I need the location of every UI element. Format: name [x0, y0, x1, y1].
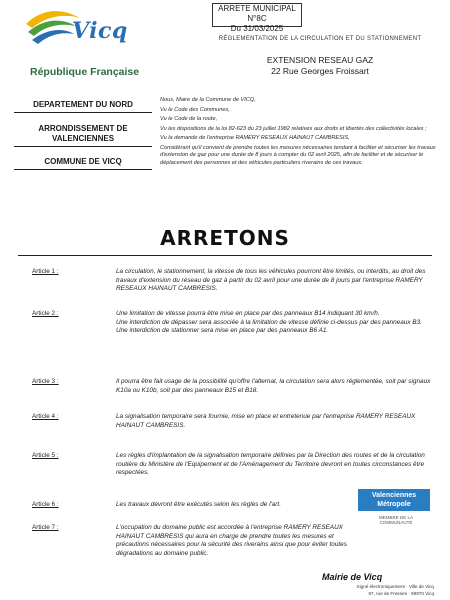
article-1-label: Article 1 : [32, 268, 59, 275]
subject-line-2: 22 Rue Georges Froissart [271, 66, 369, 76]
visas-block [160, 97, 440, 169]
article-2-label: Article 2 : [32, 310, 59, 317]
arrete-date: Du 31/03/2025 [230, 24, 284, 33]
article-3-text [116, 378, 434, 395]
title-divider [18, 255, 432, 256]
commune: COMMUNE DE VICQ [14, 157, 152, 170]
article-paragraph: Les règles d'implantation de la signalisation temporaire définies par la Direction des routes et de la circulation routière du Ministère de l'Equipement et de l'Aménagement du Territoire devront en toutes circonstances être respectées. [116, 452, 425, 477]
article-paragraph: Une interdiction de stationner sera mise en place par des panneaux B6 A1. [116, 327, 329, 335]
visa-item: Vu le Code des Communes, [160, 106, 230, 113]
article-paragraph: L'occupation du domaine public est accordée à l'entreprise RAMERY RESEAUX HAINAUT CAMBRESIS qui aura en charge de prendre toutes les mesures et précautions nécessaires pour la sécurité des riverains ainsi que pour éviter toutes dégradations au domaine public. [116, 524, 347, 557]
article-5-text [116, 452, 434, 478]
article-6-text [116, 501, 348, 510]
valenciennes-metropole-badge [358, 489, 430, 511]
visas-intro: Nous, Maire de la Commune de VICQ, [160, 97, 256, 103]
article-7-text [116, 524, 354, 558]
article-3-label: Article 3 : [32, 378, 59, 385]
arrete-number: ARRETE MUNICIPAL N°8C [218, 4, 296, 23]
republique-francaise: République Française [30, 66, 140, 78]
article-2-text [116, 310, 434, 336]
arrondissement: ARRONDISSEMENT DE VALENCIENNES [14, 124, 152, 147]
mairie-signature: Mairie de Vicq [322, 572, 383, 582]
arrete-header-box [212, 3, 302, 33]
visa-item: Vu la demande de l'entreprise RAMERY RESEAUX HAINAUT CAMBRESIS, [160, 135, 350, 142]
article-paragraph: La signalisation temporaire sera fournie, mise en place et entretenue par l'entreprise RAMERY RESEAUX HAINAUT CAMBRESIS. [116, 413, 416, 429]
article-5-label: Article 5 : [32, 452, 59, 459]
article-4-label: Article 4 : [32, 413, 59, 420]
visa-item: Vu les dispositions de la loi 82-623 du 23 juillet 1982 relatives aux droits et libertés des collectivités locales ; [160, 125, 427, 132]
arretons-title: ARRETONS [160, 226, 290, 250]
article-paragraph: Une limitation de vitesse pourra être mise en place par des panneaux B14 indiquant 30 km/h. [116, 310, 380, 317]
article-7-label: Article 7 : [32, 524, 59, 531]
article-paragraph: Une interdiction de dépasser sera associée à la limitation de vitesse définie ci-dessus par des panneaux B3. [116, 318, 422, 326]
mairie-line-2: 97, rue de Fresnes · 59970 Vicq [368, 591, 434, 596]
visa-item: Vu le Code de la route, [160, 116, 218, 123]
mairie-line-1: Signé électroniquement · Ville de Vicq [356, 584, 434, 589]
reglementation-title: RÉGLEMENTATION DE LA CIRCULATION ET DU STATIONNEMENT [218, 36, 422, 42]
departement: DEPARTEMENT DU NORD [14, 100, 152, 113]
badge-line-2: Métropole [377, 501, 411, 508]
badge-stamp: MEMBRE DE LA COMMUNAUTÉ [378, 515, 413, 525]
badge-line-1: Valenciennes [371, 492, 417, 499]
article-6-label: Article 6 : [32, 501, 59, 508]
subject-line-1: EXTENSION RESEAU GAZ [266, 55, 374, 65]
logo-word: Vicq [72, 18, 128, 44]
article-4-text [116, 413, 434, 430]
subject-block [200, 55, 440, 77]
visa-item: Considérant qu'il convient de prendre toutes les mesures nécessaires tendant à faciliter et sécuriser les travaux d'extension de gaz pour une durée de 8 jours à compter du 02 avril 2025, afin de faciliter et de sécuriser le déplacement des personnes et des véhicules particuliers riverains de ces travaux. [160, 144, 436, 166]
article-1-text [116, 268, 434, 294]
article-paragraph: Les travaux devront être exécutés selon les règles de l'art. [116, 501, 281, 508]
article-paragraph: La circulation, le stationnement, la vitesse de tous les véhicules pourront être limités, ou interdits, au droit des travaux d'extension du réseau de gaz à partir du 02 avril pour une durée de 8 jours par l'entreprise RAMERY RESEAUX HAINAUT CAMBRESIS. [116, 268, 426, 293]
article-paragraph: Il pourra être fait usage de la possibilité qu'offre l'alternat, la circulation sera alors réglementée, soit par signaux K10a ou K10b, soit par des panneaux B15 et B18. [116, 378, 431, 394]
